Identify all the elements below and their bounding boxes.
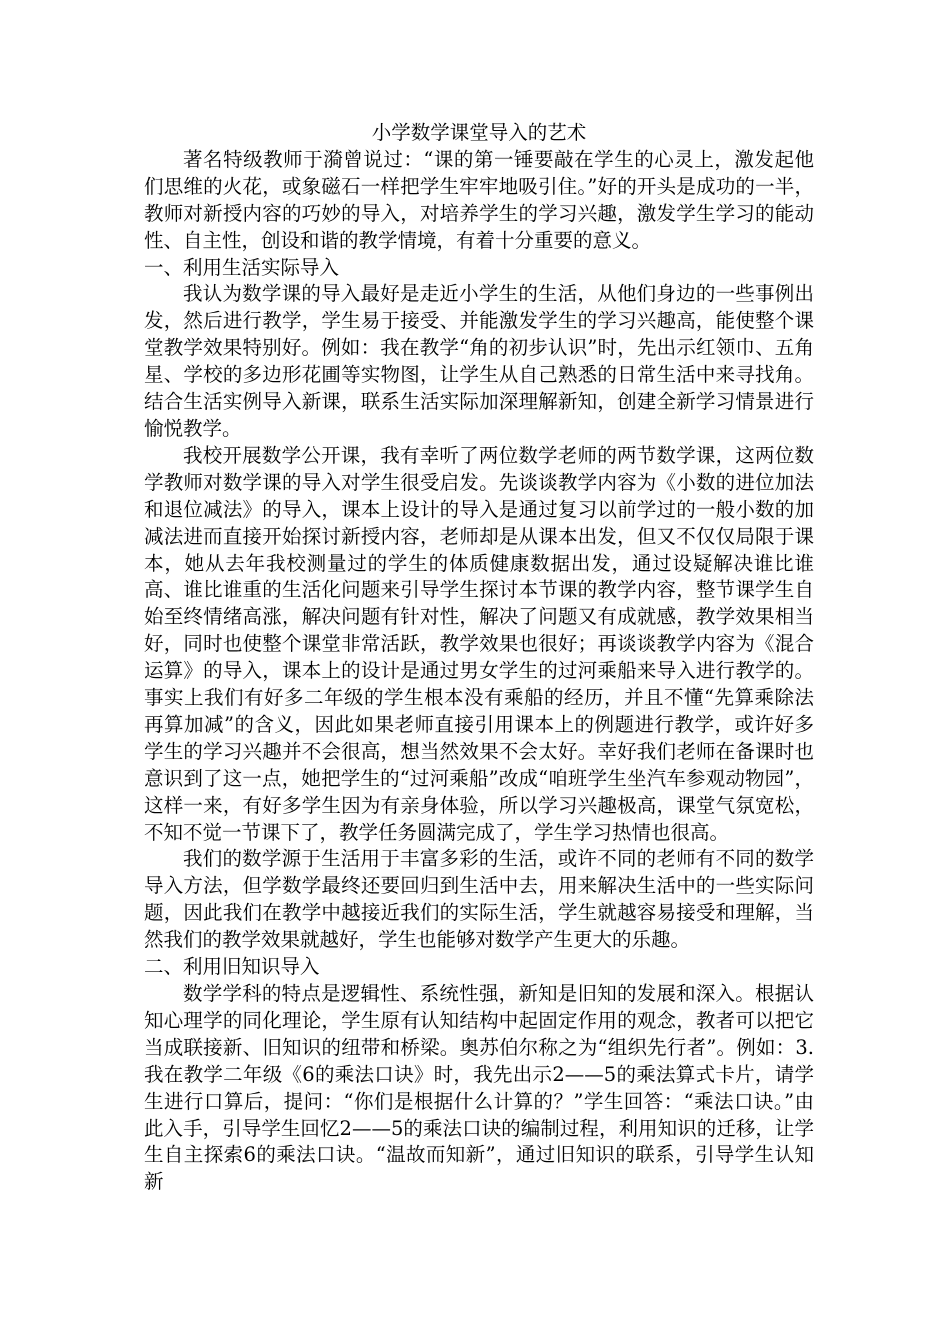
document-page [144,120,814,1196]
section-2-paragraph-1: 数学学科的特点是逻辑性、系统性强，新知是旧知的发展和深入。根据认知心理学的同化理论，学生原有认知结构中起固定作用的观念，教者可以把它当成联接新、旧知识的纽带和桥梁。奥苏伯尔称之为“组织先行者”。例如：3.我在教学二年级《6的乘法口诀》时，我先出示2——5的乘法算式卡片，请学生进行口算后，提问：“你们是根据什么计算的？”学生回答：“乘法口诀。”由此入手，引导学生回忆2——5的乘法口诀的编制过程，利用知识的迁移，让学生自主探索6的乘法口诀。“温故而知新”，通过旧知识的联系，引导学生认知新 [144,982,814,1194]
document-title: 小学数学课堂导入的艺术 [371,121,587,144]
intro-paragraph: 著名特级教师于漪曾说过：“课的第一锤要敲在学生的心灵上，激发起他们思维的火花，或象磁石一样把学生牢牢地吸引住。”好的开头是成功的一半，教师对新授内容的巧妙的导入，对培养学生的学习兴趣，激发学生学习的能动性、自主性，创设和谐的教学情境，有着十分重要的意义。 [144,147,814,252]
section-2-heading: 二、利用旧知识导入 [144,955,320,979]
section-1-paragraph-2: 我校开展数学公开课，我有幸听了两位数学老师的两节数学课，这两位数学教师对数学课的导入对学生很受启发。先谈谈教学内容为《小数的进位加法和退位减法》的导入，课本上设计的导入是通过复习以前学过的一般小数的加减法进而直接开始探讨新授内容，老师却是从课本出发，但又不仅仅局限于课本，她从去年我校测量过的学生的体质健康数据出发，通过设疑解决谁比谁高、谁比谁重的生活化问题来引导学生探讨本节课的教学内容，整节课学生自始至终情绪高涨，解决问题有针对性，解决了问题又有成就感，教学效果相当好，同时也使整个课堂非常活跃，教学效果也很好；再谈谈教学内容为《混合运算》的导入，课本上的设计是通过男女学生的过河乘船来导入进行教学的。事实上我们有好多二年级的学生根本没有乘船的经历，并且不懂“先算乘除法再算加减”的含义，因此如果老师直接引用课本上的例题进行教学，或许好多学生的学习兴趣并不会很高，想当然效果不会太好。幸好我们老师在备课时也意识到了这一点，她把学生的“过河乘船”改成“咱班学生坐汽车参观动物园”，这样一来，有好多学生因为有亲身体验，所以学习兴趣极高，课堂气氛宽松，不知不觉一节课下了，教学任务圆满完成了，学生学习热情也很高。 [144,443,814,844]
section-1-heading: 一、利用生活实际导入 [144,255,340,279]
section-1-paragraph-3: 我们的数学源于生活用于丰富多彩的生活，或许不同的老师有不同的数学导入方法，但学数学最终还要回归到生活中去，用来解决生活中的一些实际问题，因此我们在教学中越接近我们的实际生活，学生就越容易接受和理解，当然我们的教学效果就越好，学生也能够对数学产生更大的乐趣。 [144,847,814,952]
section-1-paragraph-1: 我认为数学课的导入最好是走近小学生的生活，从他们身边的一些事例出发，然后进行教学，学生易于接受、并能激发学生的学习兴趣高，能使整个课堂教学效果特别好。例如：我在教学“角的初步认识”时，先出示红领巾、五角星、学校的多边形花圃等实物图，让学生从自己熟悉的日常生活中来寻找角。结合生活实例导入新课，联系生活实际加深理解新知，创建全新学习情景进行愉悦教学。 [144,282,814,440]
